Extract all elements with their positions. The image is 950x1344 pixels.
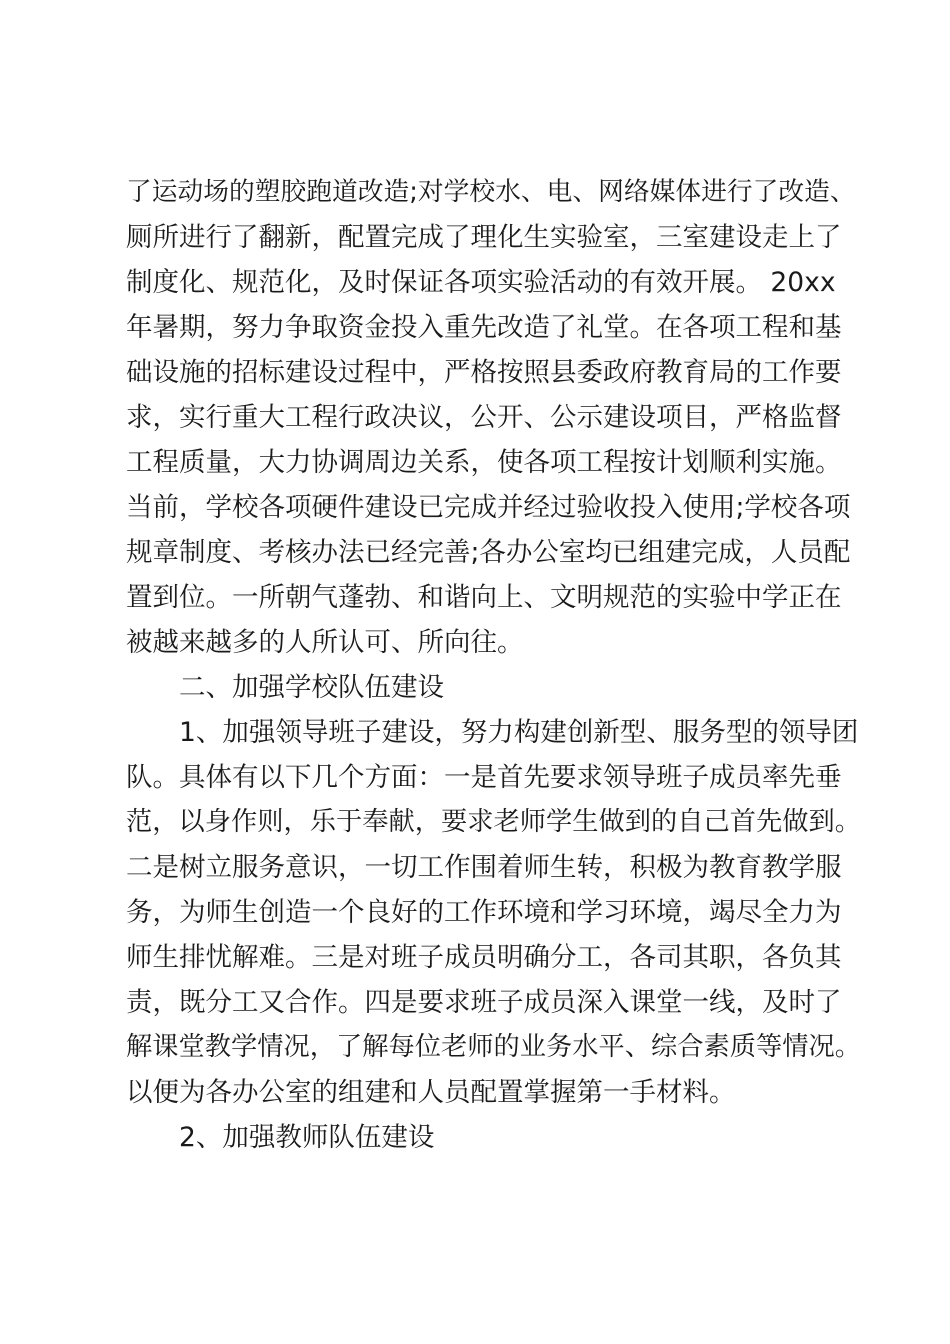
paragraph-line: 置到位。一所朝气蓬勃、和谐向上、文明规范的实验中学正在 <box>126 582 842 613</box>
section-heading: 二、加强学校队伍建设 <box>179 672 444 703</box>
paragraph-line: 当前，学校各项硬件建设已完成并经过验收投入使用;学校各项 <box>126 492 851 523</box>
subsection-heading: 2、加强教师队伍建设 <box>179 1122 435 1153</box>
paragraph-line: 二是树立服务意识，一切工作围着师生转，积极为教育教学服 <box>126 852 842 883</box>
subsection-heading: 1、加强领导班子建设，努力构建创新型、服务型的领导团 <box>179 717 859 748</box>
paragraph-line: 年暑期，努力争取资金投入重先改造了礼堂。在各项工程和基 <box>126 312 842 343</box>
paragraph-line: 础设施的招标建设过程中，严格按照县委政府教育局的工作要 <box>126 357 842 388</box>
paragraph-line: 务，为师生创造一个良好的工作环境和学习环境，竭尽全力为 <box>126 897 842 928</box>
paragraph-line: 队。具体有以下几个方面：一是首先要求领导班子成员率先垂 <box>126 762 842 793</box>
paragraph-line: 工程质量，大力协调周边关系，使各项工程按计划顺利实施。 <box>126 447 842 478</box>
paragraph-line: 求，实行重大工程行政决议，公开、公示建设项目，严格监督 <box>126 402 842 433</box>
paragraph-line: 厕所进行了翻新，配置完成了理化生实验室，三室建设走上了 <box>126 222 842 253</box>
document-body <box>126 170 861 1160</box>
paragraph-line: 师生排忧解难。三是对班子成员明确分工，各司其职，各负其 <box>126 942 842 973</box>
paragraph-line: 责，既分工又合作。四是要求班子成员深入课堂一线，及时了 <box>126 987 842 1018</box>
paragraph-line: 解课堂教学情况，了解每位老师的业务水平、综合素质等情况。 <box>126 1032 861 1062</box>
paragraph-line: 了运动场的塑胶跑道改造;对学校水、电、网络媒体进行了改造、 <box>126 177 856 207</box>
paragraph-line: 制度化、规范化，及时保证各项实验活动的有效开展。 20xx <box>126 267 836 298</box>
paragraph-line: 范，以身作则，乐于奉献，要求老师学生做到的自己首先做到。 <box>126 807 861 837</box>
paragraph-line: 被越来越多的人所认可、所向往。 <box>126 627 524 658</box>
paragraph-line: 规章制度、考核办法已经完善;各办公室均已组建完成，人员配 <box>126 537 851 568</box>
paragraph-line: 以便为各办公室的组建和人员配置掌握第一手材料。 <box>126 1077 736 1108</box>
